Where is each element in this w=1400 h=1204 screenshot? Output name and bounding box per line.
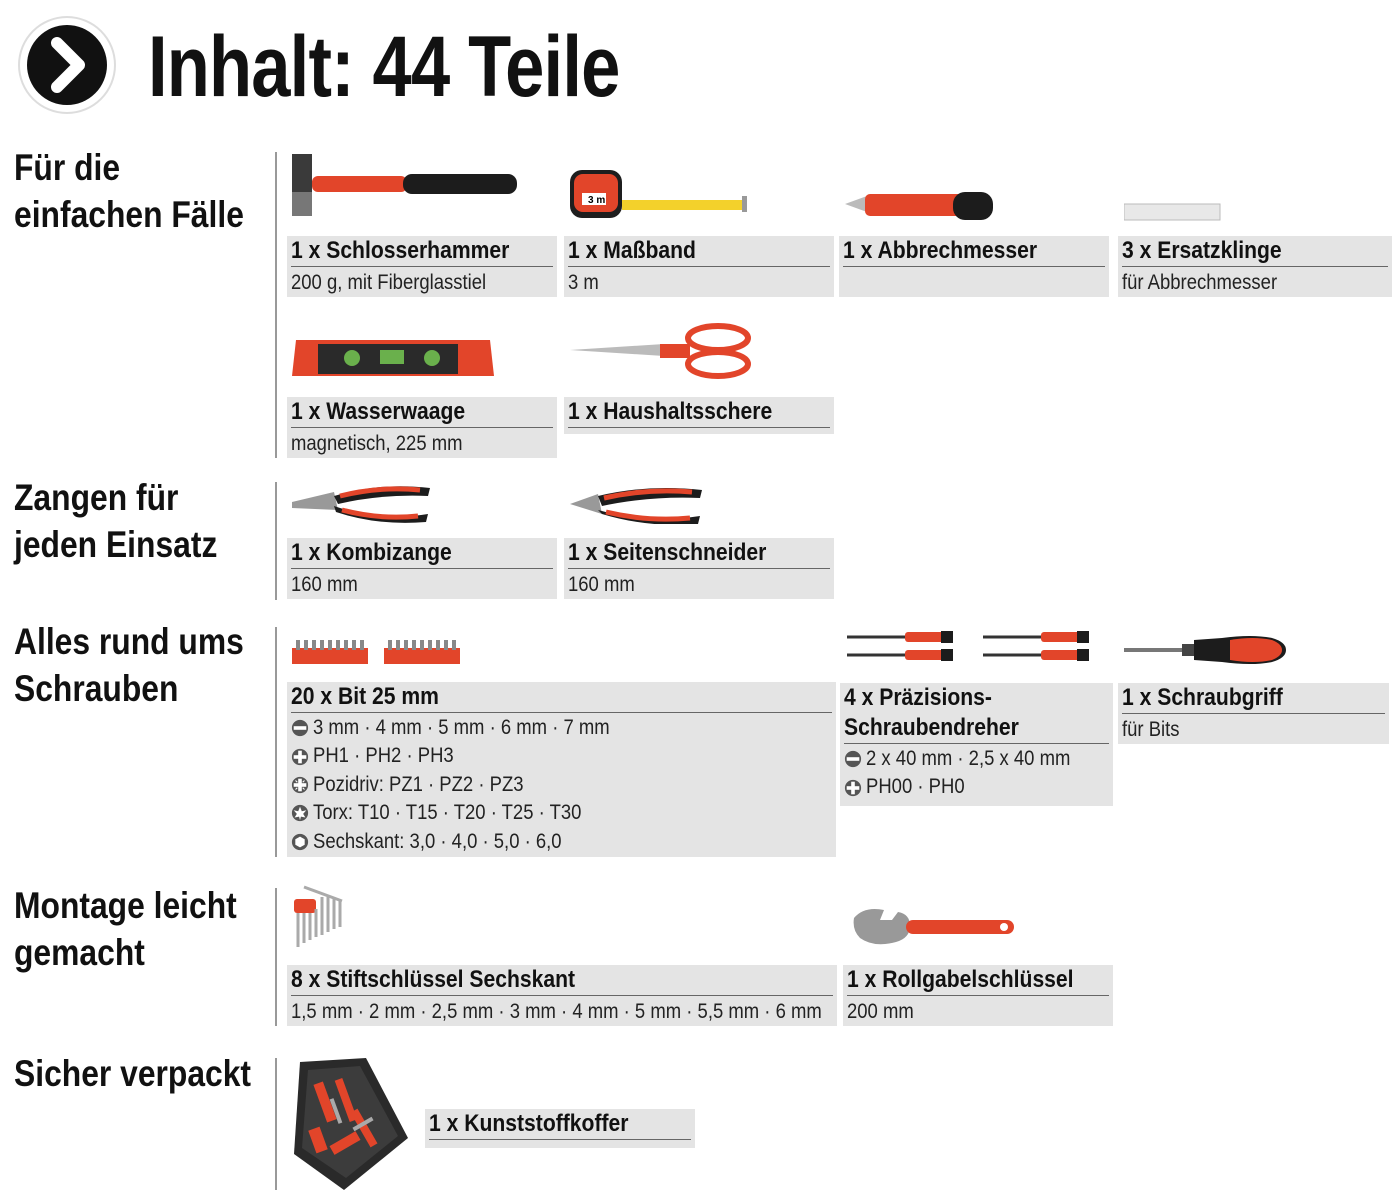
item-card-blades: 3 x Ersatzklinge für Abbrechmesser — [1118, 236, 1392, 297]
torx-icon — [291, 804, 309, 822]
item-card-cutter: 1 x Seitenschneider 160 mm — [564, 538, 834, 599]
combination-pliers-image — [290, 482, 432, 524]
item-card-level: 1 x Wasserwaage magnetisch, 225 mm — [287, 397, 557, 458]
spec-line: 2 x 40 mm · 2,5 x 40 mm — [844, 745, 1098, 773]
spec-line: Pozidriv: PZ1 · PZ2 · PZ3 — [291, 771, 650, 799]
blades-image — [1124, 202, 1222, 222]
slot-icon — [844, 750, 862, 768]
section-title: Sicher verpackt — [14, 1053, 252, 1094]
divider — [275, 1058, 277, 1190]
bits-image — [290, 638, 462, 666]
side-cutter-image — [568, 484, 704, 524]
screwdriver-handle-image — [1122, 632, 1288, 668]
page-title: Inhalt: 44 Teile — [148, 19, 620, 115]
item-card-hammer: 1 x Schlosserhammer 200 g, mit Fiberglasstiel — [287, 236, 557, 297]
item-card-handle: 1 x Schraubgriff für Bits — [1118, 683, 1389, 744]
item-card-precision: 4 x Präzisions- Schraubendreher 2 x 40 mm · 2,5 x 40 mm PH00 · PH0 — [840, 683, 1113, 806]
section-title: Für die einfachen Fälle — [14, 147, 244, 235]
section-title: Alles rund ums Schrauben — [14, 621, 244, 709]
section-title: Montage leicht gemacht — [14, 885, 237, 973]
hex-icon — [291, 833, 309, 851]
spec-line: PH1 · PH2 · PH3 — [291, 742, 650, 770]
item-card-wrench: 1 x Rollgabelschlüssel 200 mm — [843, 965, 1113, 1026]
utility-knife-image — [843, 186, 995, 222]
item-card-scissors: 1 x Haushaltsschere — [564, 397, 834, 434]
item-card-hexkeys: 8 x Stiftschlüssel Sechskant 1,5 mm · 2 mm · 2,5 mm · 3 mm · 4 mm · 5 mm · 5,5 mm · 6 mm — [287, 965, 837, 1026]
pozidriv-icon — [291, 776, 309, 794]
item-card-combi: 1 x Kombizange 160 mm — [287, 538, 557, 599]
tool-case-image — [290, 1058, 414, 1192]
section-title: Zangen für jeden Einsatz — [14, 477, 218, 565]
hammer-image — [288, 152, 520, 220]
tape-measure-image — [570, 168, 748, 220]
chevron-right-icon — [18, 16, 116, 114]
item-card-case: 1 x Kunststoffkoffer — [425, 1109, 695, 1148]
spec-line: Torx: T10 · T15 · T20 · T25 · T30 — [291, 799, 650, 827]
item-card-tape: 1 x Maßband 3 m — [564, 236, 834, 297]
item-card-bits: 20 x Bit 25 mm 3 mm · 4 mm · 5 mm · 6 mm · 7 mm PH1 · PH2 · PH3 Pozidriv: PZ1 · PZ2 · PZ3 Torx: T10 · T15 · T20 · T25 · T30 Sechskant: 3,0 · 4,0 · 5,0 · 6,0 — [287, 682, 836, 857]
divider — [275, 152, 277, 458]
spec-line: PH00 · PH0 — [844, 773, 1098, 801]
phillips-icon — [844, 779, 862, 797]
precision-screwdrivers-image — [845, 628, 1095, 664]
slot-icon — [291, 719, 309, 737]
phillips-icon — [291, 748, 309, 766]
tape-label: 3 m — [588, 195, 606, 206]
spec-line: Sechskant: 3,0 · 4,0 · 5,0 · 6,0 — [291, 828, 650, 856]
spec-line: 3 mm · 4 mm · 5 mm · 6 mm · 7 mm — [291, 714, 650, 742]
scissors-image — [568, 322, 756, 380]
adjustable-wrench-image — [850, 904, 1018, 948]
divider — [275, 627, 277, 857]
divider — [275, 888, 277, 1026]
hex-keys-image — [290, 885, 344, 951]
item-card-knife: 1 x Abbrechmesser — [839, 236, 1109, 297]
divider — [275, 482, 277, 600]
spirit-level-image — [290, 336, 496, 380]
